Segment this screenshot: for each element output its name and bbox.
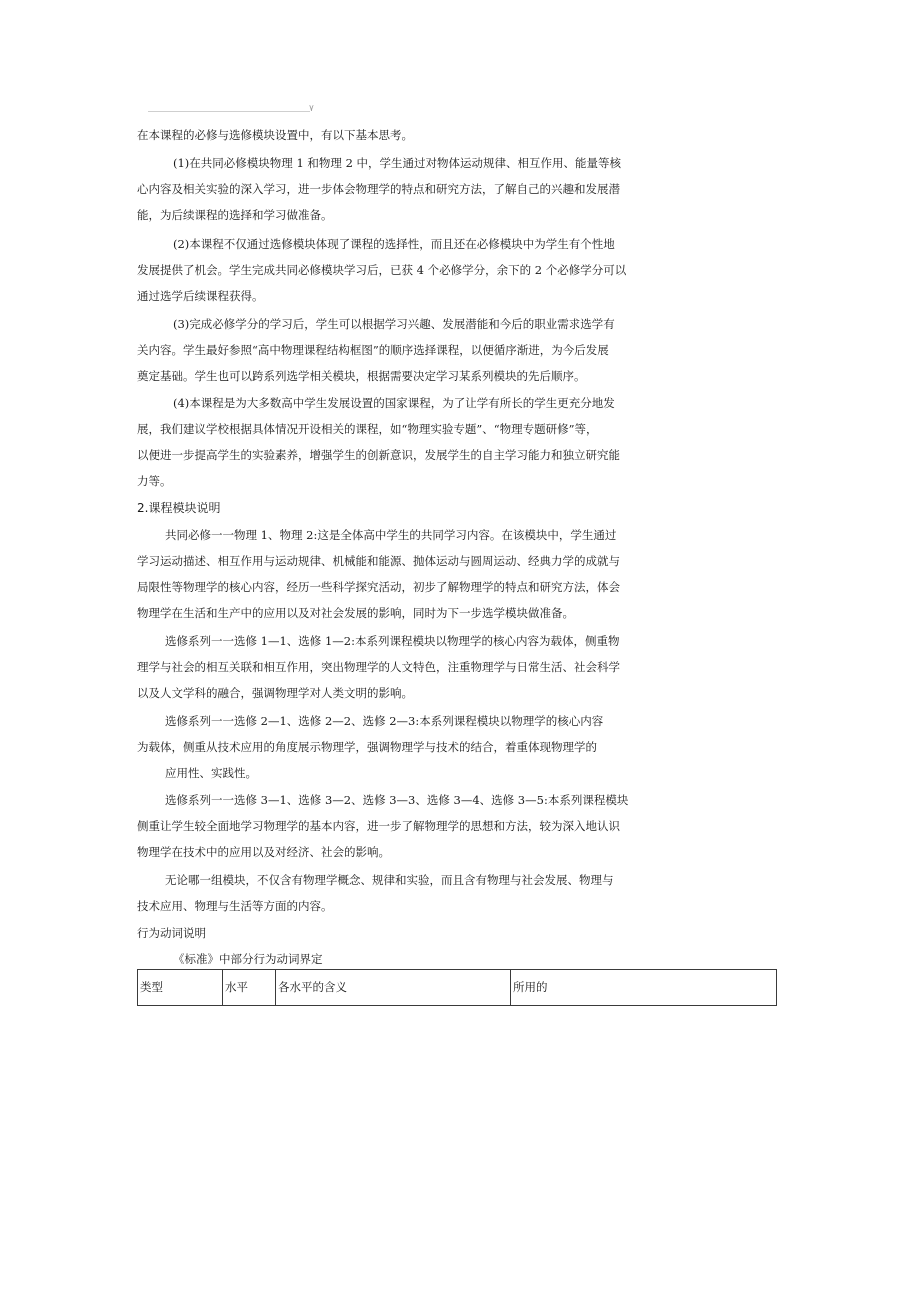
paragraph-line: 力等。	[137, 474, 172, 488]
paragraph-line: 通过选学后续课程获得。	[137, 289, 264, 303]
table-header-row	[138, 970, 777, 1006]
column-header-meaning: 各水平的含义	[276, 970, 511, 1006]
paragraph-line: 技术应用、物理与生活等方面的内容。	[137, 899, 333, 913]
paragraph-line: 在本课程的必修与选修模块设置中，有以下基本思考。	[137, 128, 413, 142]
paragraph-line: (4)本课程是为大多数高中学生发展设置的国家课程，为了让学有所长的学生更充分地发	[173, 396, 615, 410]
paragraph-line: 学习运动描述、相互作用与运动规律、机械能和能源、抛体运动与圆周运动、经典力学的成就与	[137, 554, 620, 568]
paragraph-line: 发展提供了机会。学生完成共同必修模块学习后，已获 4 个必修学分，余下的 2 个必修学分可以	[137, 263, 627, 277]
table-caption: 《标准》中部分行为动词界定	[173, 952, 323, 966]
paragraph-line: 侧重让学生较全面地学习物理学的基本内容，进一步了解物理学的思想和方法，较为深入地认识	[137, 819, 620, 833]
paragraph-line: 选修系列一一选修 2—1、选修 2—2、选修 2—3:本系列课程模块以物理学的核心内容	[165, 714, 604, 728]
header-rule	[148, 111, 310, 112]
paragraph-line: (2)本课程不仅通过选修模块体现了课程的选择性，而且还在必修模块中为学生有个性地	[173, 237, 615, 251]
paragraph-line: (3)完成必修学分的学习后，学生可以根据学习兴趣、发展潜能和今后的职业需求选学有	[173, 317, 615, 331]
verb-definition-table	[137, 969, 777, 1006]
paragraph-line: 关内容。学生最好参照“高中物理课程结构框图”的顺序选择课程，以便循序渐进，为今后发展	[137, 343, 609, 357]
paragraph-line: (1)在共同必修模块物理 1 和物理 2 中，学生通过对物体运动规律、相互作用、能量等核	[173, 156, 622, 170]
paragraph-line: 心内容及相关实验的深入学习，进一步体会物理学的特点和研究方法，了解自己的兴趣和发展潜	[137, 182, 620, 196]
paragraph-line: 局限性等物理学的核心内容，经历一些科学探究活动，初步了解物理学的特点和研究方法，体会	[137, 580, 620, 594]
paragraph-line: 行为动词说明	[137, 926, 206, 940]
paragraph-line: 共同必修一一物理 1、物理 2:这是全体高中学生的共同学习内容。在该模块中，学生通过	[165, 528, 617, 542]
column-header-type: 类型	[138, 970, 223, 1006]
paragraph-line: 奠定基础。学生也可以跨系列选学相关模块，根据需要决定学习某系列模块的先后顺序。	[137, 369, 586, 383]
column-header-used: 所用的	[511, 970, 777, 1006]
paragraph-line: 选修系列一一选修 3—1、选修 3—2、选修 3—3、选修 3—4、选修 3—5:本系列课程模块	[165, 793, 629, 807]
header-mark: ۷	[309, 104, 314, 114]
paragraph-line: 展，我们建议学校根据具体情况开设相关的课程，如“物理实验专题”、“物理专题研修”等，	[137, 422, 598, 436]
section-heading: 2.课程模块说明	[137, 501, 221, 515]
paragraph-line: 选修系列一一选修 1—1、选修 1—2:本系列课程模块以物理学的核心内容为载体，侧重物	[165, 634, 620, 648]
column-header-level: 水平	[223, 970, 276, 1006]
paragraph-line: 物理学在生活和生产中的应用以及对社会发展的影响，同时为下一步选学模块做准备。	[137, 606, 574, 620]
paragraph-line: 以便进一步提高学生的实验素养，增强学生的创新意识，发展学生的自主学习能力和独立研究能	[137, 448, 620, 462]
paragraph-line: 应用性、实践性。	[165, 766, 257, 780]
paragraph-line: 能，为后续课程的选择和学习做准备。	[137, 208, 333, 222]
paragraph-line: 理学与社会的相互关联和相互作用，突出物理学的人文特色，注重物理学与日常生活、社会科学	[137, 660, 620, 674]
paragraph-line: 物理学在技术中的应用以及对经济、社会的影响。	[137, 845, 390, 859]
paragraph-line: 以及人文学科的融合，强调物理学对人类文明的影响。	[137, 686, 413, 700]
paragraph-line: 为载体，侧重从技术应用的角度展示物理学，强调物理学与技术的结合，着重体现物理学的	[137, 740, 597, 754]
paragraph-line: 无论哪一组模块，不仅含有物理学概念、规律和实验，而且含有物理与社会发展、物理与	[165, 873, 614, 887]
